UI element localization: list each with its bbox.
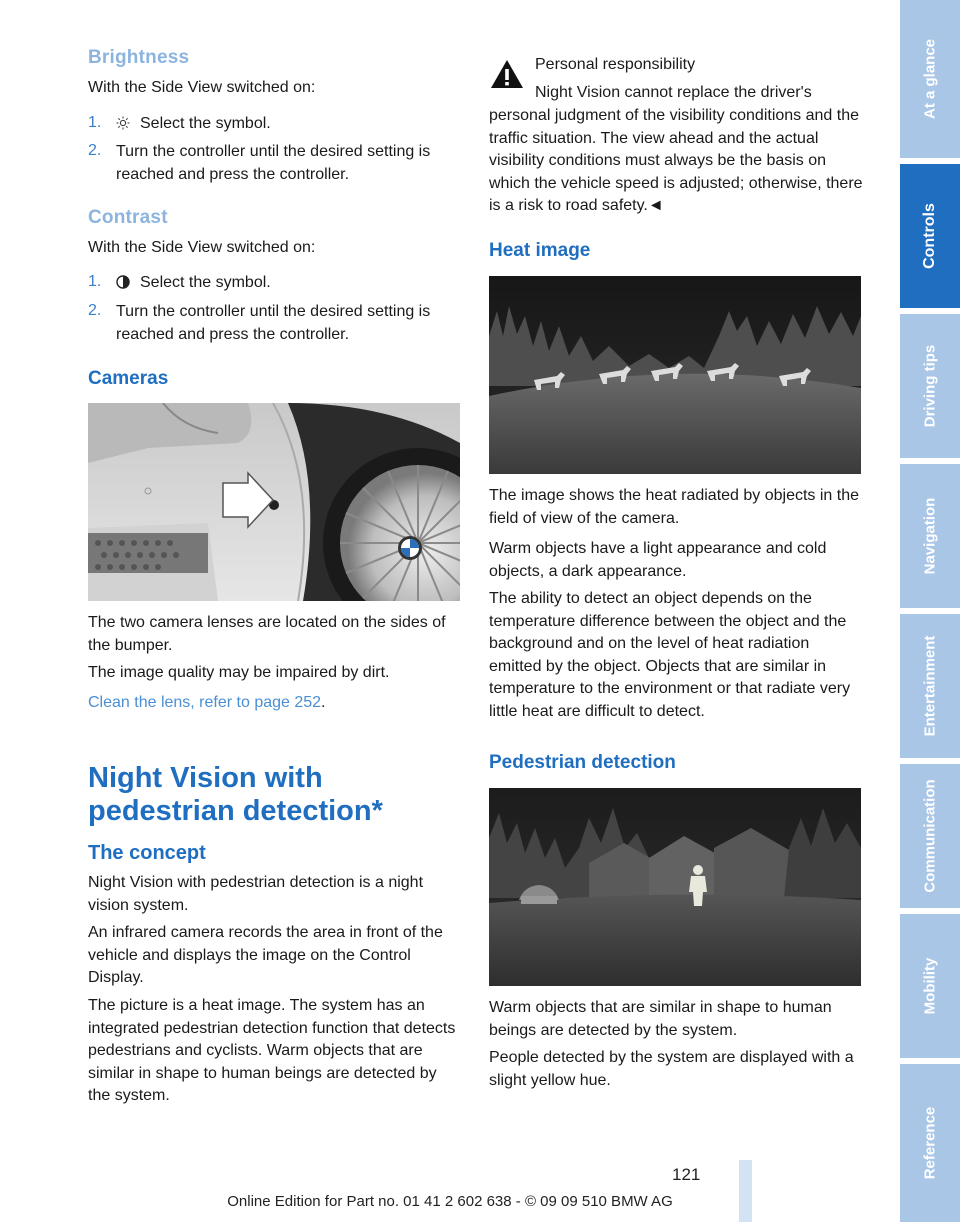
cameras-paragraph-2: The image quality may be impaired by dirt. (88, 664, 390, 681)
concept-paragraph-2: An infrared camera records the area in front of the vehicle and displays the image on the Control Display. (88, 924, 443, 986)
night-vision-heading: Night Vision with pedestrian detection* (88, 762, 383, 827)
pedestrian-detection-heading: Pedestrian detection (489, 752, 676, 773)
tab-label: Mobility (921, 957, 939, 1015)
step-text: Select the symbol. (140, 115, 271, 132)
step-number: 2. (88, 302, 102, 319)
tab-mobility[interactable] (900, 914, 960, 1058)
cameras-reference (88, 692, 460, 715)
cameras-heading: Cameras (88, 368, 169, 389)
warning-icon (490, 58, 524, 90)
contrast-step-1 (116, 272, 460, 295)
contrast-step-2: Turn the controller until the desired setting is reached and press the controller. (116, 303, 431, 343)
heat-image-heading: Heat image (489, 240, 591, 261)
step-text: Select the symbol. (140, 274, 271, 291)
tab-reference[interactable] (900, 1064, 960, 1222)
footer-text: Online Edition for Part no. 01 41 2 602 638 - © 09 09 510 BMW AG (227, 1193, 673, 1210)
heat-paragraph-2: Warm objects have a light appearance and cold objects, a dark appearance. (489, 540, 827, 580)
tab-navigation[interactable] (900, 464, 960, 608)
tab-entertainment[interactable] (900, 614, 960, 758)
page-reference-link[interactable]: Clean the lens, refer to page 252 (88, 694, 322, 711)
tab-label: Reference (921, 1106, 939, 1180)
concept-paragraph-3: The picture is a heat image. The system has an integrated pedestrian detection function that detects pedestrians and cyclists. Warm objects that are similar in shape to human beings are detected by the system. (88, 997, 456, 1104)
heat-paragraph-1: The image shows the heat radiated by objects in the field of view of the camera. (489, 487, 859, 527)
contrast-icon (116, 275, 130, 289)
camera-location-photo (88, 403, 460, 601)
page-number: 121 (672, 1165, 701, 1184)
step-number: 2. (88, 142, 102, 159)
tab-label: Driving tips (921, 344, 939, 428)
brightness-heading: Brightness (88, 47, 190, 68)
pedestrian-detection-photo (489, 788, 861, 986)
tab-label: Entertainment (921, 635, 939, 737)
warning-text: personal judgment of the visibility conditions and the traffic situation. The view ahead and the actual visibility conditions must always be the basis on which the vehicle speed is adjusted; otherwise, there is a risk to road safety.◄ (489, 107, 863, 214)
tab-label: Navigation (921, 497, 939, 575)
period: . (321, 694, 326, 711)
contrast-intro: With the Side View switched on: (88, 239, 316, 256)
brightness-intro: With the Side View switched on: (88, 79, 316, 96)
pedestrian-paragraph-1: Warm objects that are similar in shape to human beings are detected by the system. (489, 999, 832, 1039)
concept-heading: The concept (88, 842, 206, 864)
tab-label: Controls (921, 203, 938, 269)
tab-communication[interactable] (900, 764, 960, 908)
heat-image-photo (489, 276, 861, 474)
brightness-step-2: Turn the controller until the desired setting is reached and press the controller. (116, 143, 431, 183)
tab-label: Communication (921, 779, 939, 893)
warning-title: Personal responsibility (535, 56, 696, 73)
tab-controls[interactable] (900, 164, 960, 308)
tab-label: At a glance (921, 38, 939, 120)
step-number: 1. (88, 114, 102, 131)
page-marker-bar (739, 1160, 752, 1222)
step-number: 1. (88, 273, 102, 290)
chapter-tabs (900, 0, 960, 1222)
warning-text-first: Night Vision cannot replace the driver's (535, 84, 812, 101)
contrast-heading: Contrast (88, 207, 168, 228)
tab-at-a-glance[interactable] (900, 0, 960, 158)
pedestrian-paragraph-2: People detected by the system are displayed with a slight yellow hue. (489, 1049, 854, 1089)
brightness-sun-icon (116, 116, 130, 130)
heat-paragraph-3: The ability to detect an object depends on the temperature difference between the object and the background and on the level of heat radiation emitted by the object. Objects that are similar in temperature to the environment or that radiate very little heat are difficult to detect. (489, 590, 851, 720)
cameras-paragraph-1: The two camera lenses are located on the sides of the bumper. (88, 614, 446, 654)
concept-paragraph-1: Night Vision with pedestrian detection is a night vision system. (88, 874, 424, 914)
tab-driving-tips[interactable] (900, 314, 960, 458)
brightness-step-1 (116, 113, 460, 136)
